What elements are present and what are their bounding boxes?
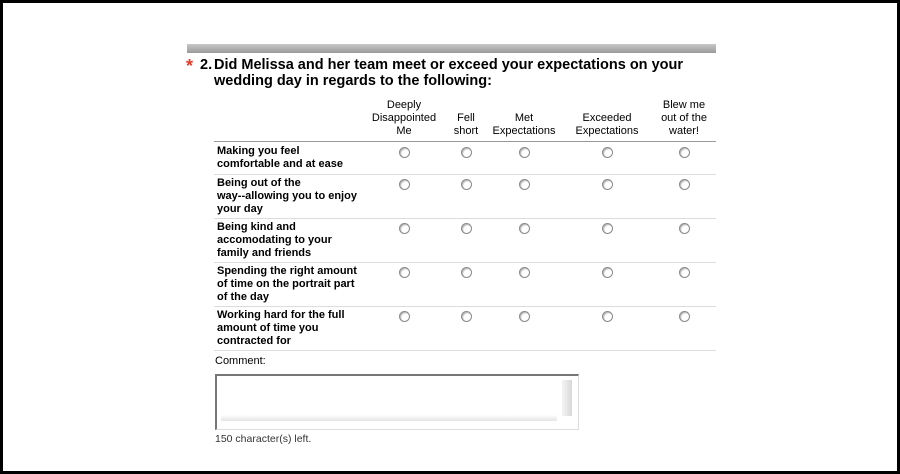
question-text: Did Melissa and her team meet or exceed your expectations on your wedding day in regards to the following: [214,57,683,89]
radio-row4-col4[interactable] [602,267,613,278]
row-label-line: your day [217,203,263,215]
row-label-line: Making you feel [217,145,300,157]
radio-row2-col1[interactable] [399,179,410,190]
radio-row1-col3[interactable] [519,147,530,158]
radio-row5-col2[interactable] [461,311,472,322]
row-label-line: of time on the portrait part [217,278,355,290]
radio-row3-col3[interactable] [519,223,530,234]
column-header-line: Deeply [386,99,422,111]
section-header-bar [187,44,716,53]
column-header-line: out of the [661,112,707,124]
column-header-line: water! [669,125,699,137]
row-divider [214,350,716,351]
row-divider [214,306,716,307]
column-header-5 [654,99,714,138]
row-label-line: of the day [217,291,269,303]
column-header-3 [484,112,564,138]
row-label-line: Spending the right amount [217,265,357,277]
radio-row2-col3[interactable] [519,179,530,190]
textarea-scrollbar[interactable] [562,380,572,416]
row-label-3 [217,221,367,260]
radio-row2-col4[interactable] [602,179,613,190]
column-header-line: Disappointed [371,112,437,124]
column-header-4 [567,112,647,138]
radio-row4-col3[interactable] [519,267,530,278]
radio-row5-col5[interactable] [679,311,690,322]
row-label-line: contracted for [217,335,291,347]
row-label-line: Working hard for the full [217,309,345,321]
radio-row2-col2[interactable] [461,179,472,190]
column-header-2 [446,112,486,138]
comment-label: Comment: [215,355,266,367]
comment-textarea[interactable] [215,374,579,430]
column-header-line: Blew me [662,99,706,111]
radio-row5-col3[interactable] [519,311,530,322]
row-label-line: amount of time you [217,322,319,334]
column-header-line: Expectations [575,125,639,137]
row-label-line: way--allowing you to enjoy [217,190,357,202]
row-label-line: accomodating to your [217,234,332,246]
radio-row3-col2[interactable] [461,223,472,234]
radio-row1-col1[interactable] [399,147,410,158]
row-label-2 [217,177,367,216]
row-label-line: Being kind and [217,221,296,233]
radio-row1-col5[interactable] [679,147,690,158]
row-divider [214,218,716,219]
column-header-line: Met [514,112,534,124]
column-header-line: short [453,125,479,137]
header-divider [214,141,716,142]
row-divider [214,174,716,175]
row-label-line: comfortable and at ease [217,158,343,170]
radio-row5-col4[interactable] [602,311,613,322]
radio-row4-col2[interactable] [461,267,472,278]
row-label-5 [217,309,367,348]
column-header-line: Expectations [492,125,556,137]
textarea-shadow [221,415,557,421]
required-marker: * [186,56,194,76]
row-divider [214,262,716,263]
row-label-1 [217,145,367,171]
radio-row1-col4[interactable] [602,147,613,158]
radio-row4-col1[interactable] [399,267,410,278]
row-label-line: Being out of the [217,177,301,189]
radio-row5-col1[interactable] [399,311,410,322]
column-header-line: Exceeded [582,112,632,124]
question-number: 2. [200,57,213,73]
column-header-line: Me [396,125,412,137]
radio-row3-col4[interactable] [602,223,613,234]
row-label-4 [217,265,367,304]
radio-row3-col1[interactable] [399,223,410,234]
radio-row2-col5[interactable] [679,179,690,190]
radio-row3-col5[interactable] [679,223,690,234]
radio-row4-col5[interactable] [679,267,690,278]
row-label-line: family and friends [217,247,312,259]
column-header-1 [359,99,449,138]
column-header-line: Fell [457,112,475,124]
characters-left: 150 character(s) left. [215,433,312,445]
radio-row1-col2[interactable] [461,147,472,158]
